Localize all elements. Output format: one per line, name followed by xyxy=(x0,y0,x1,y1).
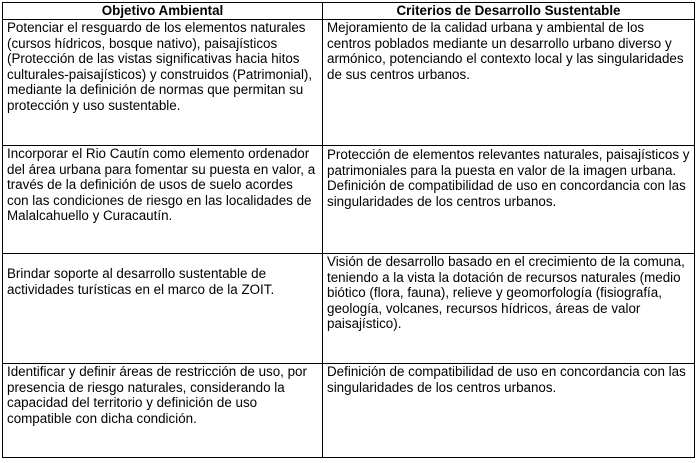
header-criterios-desarrollo: Criterios de Desarrollo Sustentable xyxy=(323,3,695,20)
objetivo-cell xyxy=(3,364,323,458)
objetivo-text: Brindar soporte al desarrollo sustentable de actividades turísticas en el marco de la ZOIT. xyxy=(7,266,275,297)
criterio-text: Visión de desarrollo basado en el crecimiento de la comuna, teniendo a la vista la dotación de recursos naturales (medio biótico (flora, fauna), relieve y geomorfología (fisiografía, geología, volcanes, recursos hídricos, áreas de valor paisajístico). xyxy=(327,254,685,332)
criterios-cell xyxy=(323,20,695,146)
criterio-text: Definición de compatibilidad de uso en concordancia con las singularidades de los centros urbanos. xyxy=(327,364,686,395)
objetivo-cell xyxy=(3,20,323,146)
criterios-cell xyxy=(323,254,695,364)
objetivo-text: Potenciar el resguardo de los elementos naturales (cursos hídricos, bosque nativo), paisajísticos (Protección de las vistas significativas hacia hitos culturales-paisajísticos) y construidos (Patrimonial), mediante la definición de normas que permitan su protección y uso sustentable. xyxy=(7,20,313,113)
objetivo-cell xyxy=(3,254,323,364)
objetivo-text: Identificar y definir áreas de restricción de uso, por presencia de riesgo naturales, considerando la capacidad del territorio y definición de uso compatible con dicha condición. xyxy=(7,364,307,426)
table-row xyxy=(3,146,695,254)
objectives-criteria-table xyxy=(2,2,695,458)
table-row xyxy=(3,254,695,364)
criterio-text: Protección de elementos relevantes naturales, paisajísticos y patrimoniales para la puesta en valor de la imagen urbana. xyxy=(327,147,690,178)
criterio-text: Definición de compatibilidad de uso en concordancia con las singularidades de los centros urbanos. xyxy=(327,178,686,209)
table-header-row xyxy=(3,3,695,20)
criterios-cell xyxy=(323,146,695,254)
criterio-text: Mejoramiento de la calidad urbana y ambiental de los centros poblados mediante un desarrollo urbano diverso y armónico, potenciando el contexto local y las singularidades de sus centros urbanos. xyxy=(327,20,684,82)
table-row xyxy=(3,364,695,458)
objetivo-text: Incorporar el Rio Cautín como elemento ordenador del área urbana para fomentar su puesta en valor, a través de la definición de usos de suelo acordes con las condiciones de riesgo en las localidades de Malalcahuello y Curacautín. xyxy=(7,146,316,224)
objetivo-cell xyxy=(3,146,323,254)
criterios-cell xyxy=(323,364,695,458)
table-row xyxy=(3,20,695,146)
header-objetivo-ambiental: Objetivo Ambiental xyxy=(3,3,323,20)
